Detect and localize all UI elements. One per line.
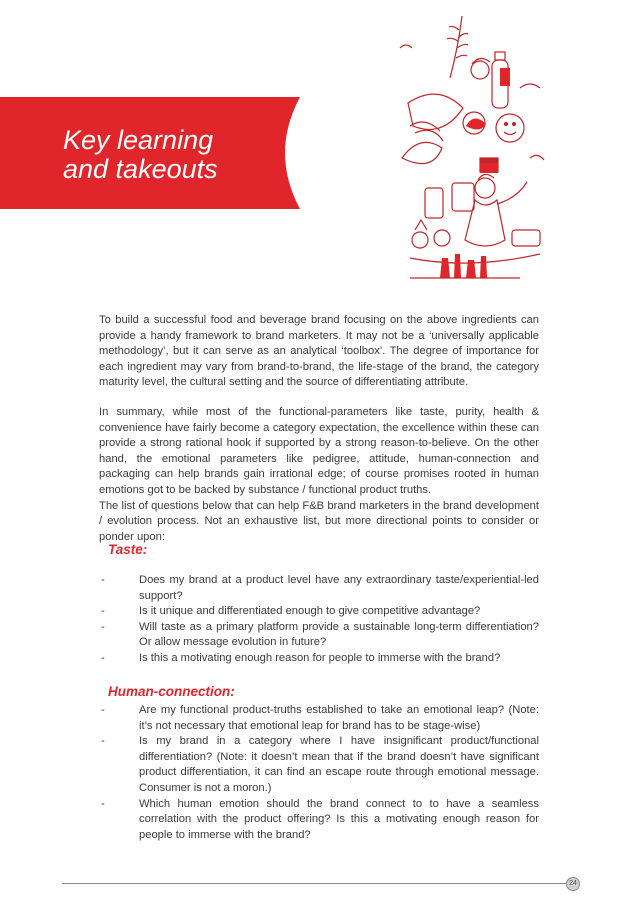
list-item: - Is my brand in a category where I have insignificant product/functional differentiation? (Note: it doesn’t mean that if the brand doesn’t have significant product differentiation, it can find an escape route through emotional message. Consumer is not a moron.)	[101, 735, 539, 794]
intro-text	[99, 313, 539, 545]
intro-paragraph-1: To build a successful food and beverage brand focusing on the above ingredients can provide a handy framework to brand marketers. It may not be a ‘universally applicable methodology’, but it can serve as an analytical ‘toolbox’. The degree of importance for each ingredient may vary from brand-to-brand, the life-stage of the brand, the category maturity level, the cultural setting and the source of differentiating attribute.	[99, 314, 539, 389]
intro-paragraph-2: In summary, while most of the functional-parameters like taste, purity, health & convenience have fairly become a category expectation, the excellence within these can provide a strong rational hook if supported by a strong reason-to-believe. On the other hand, the emotional parameters like pedigree, attitude, human-connection and packaging can help brands gain irrational edge; of course promises rooted in human emotions got to be backed by substance / functional product truths.	[99, 405, 539, 496]
taste-question-list	[99, 573, 539, 667]
list-item: - Is this a motivating enough reason for people to immerse with the brand?	[101, 651, 501, 664]
intro-paragraph-3: The list of questions below that can help F&B brand marketers in the brand development / evolution process. Not an exhaustive list, but more directional points to consider or ponder upon:	[99, 499, 539, 543]
food-collage-icon	[380, 8, 570, 290]
title-line-1: Key learning	[63, 125, 214, 155]
list-item: - Which human emotion should the brand connect to to have a seamless correlation with the product offering? Is this a motivating enough reason for people to immerse with the brand?	[101, 797, 539, 841]
list-item: - Is it unique and differentiated enough to give competitive advantage?	[101, 605, 481, 618]
section-heading-human-connection: Human-connection:	[108, 684, 235, 699]
title-line-2: and takeouts	[63, 154, 218, 184]
list-item: - Will taste as a primary platform provide a sustainable long-term differentiation? Or allow message evolution in future?	[101, 620, 539, 649]
list-item: - Does my brand at a product level have any extraordinary taste/experiential-led support?	[101, 574, 539, 602]
page-number: 24	[566, 877, 580, 891]
section-heading-taste: Taste:	[108, 542, 148, 557]
human-connection-question-list	[99, 703, 539, 843]
list-item: - Are my functional product-truths established to take an emotional leap? (Note: it’s not necessary that emotional leap for brand has to be stage-wise)	[101, 704, 539, 732]
footer-rule	[62, 883, 566, 884]
page-title	[63, 126, 218, 184]
